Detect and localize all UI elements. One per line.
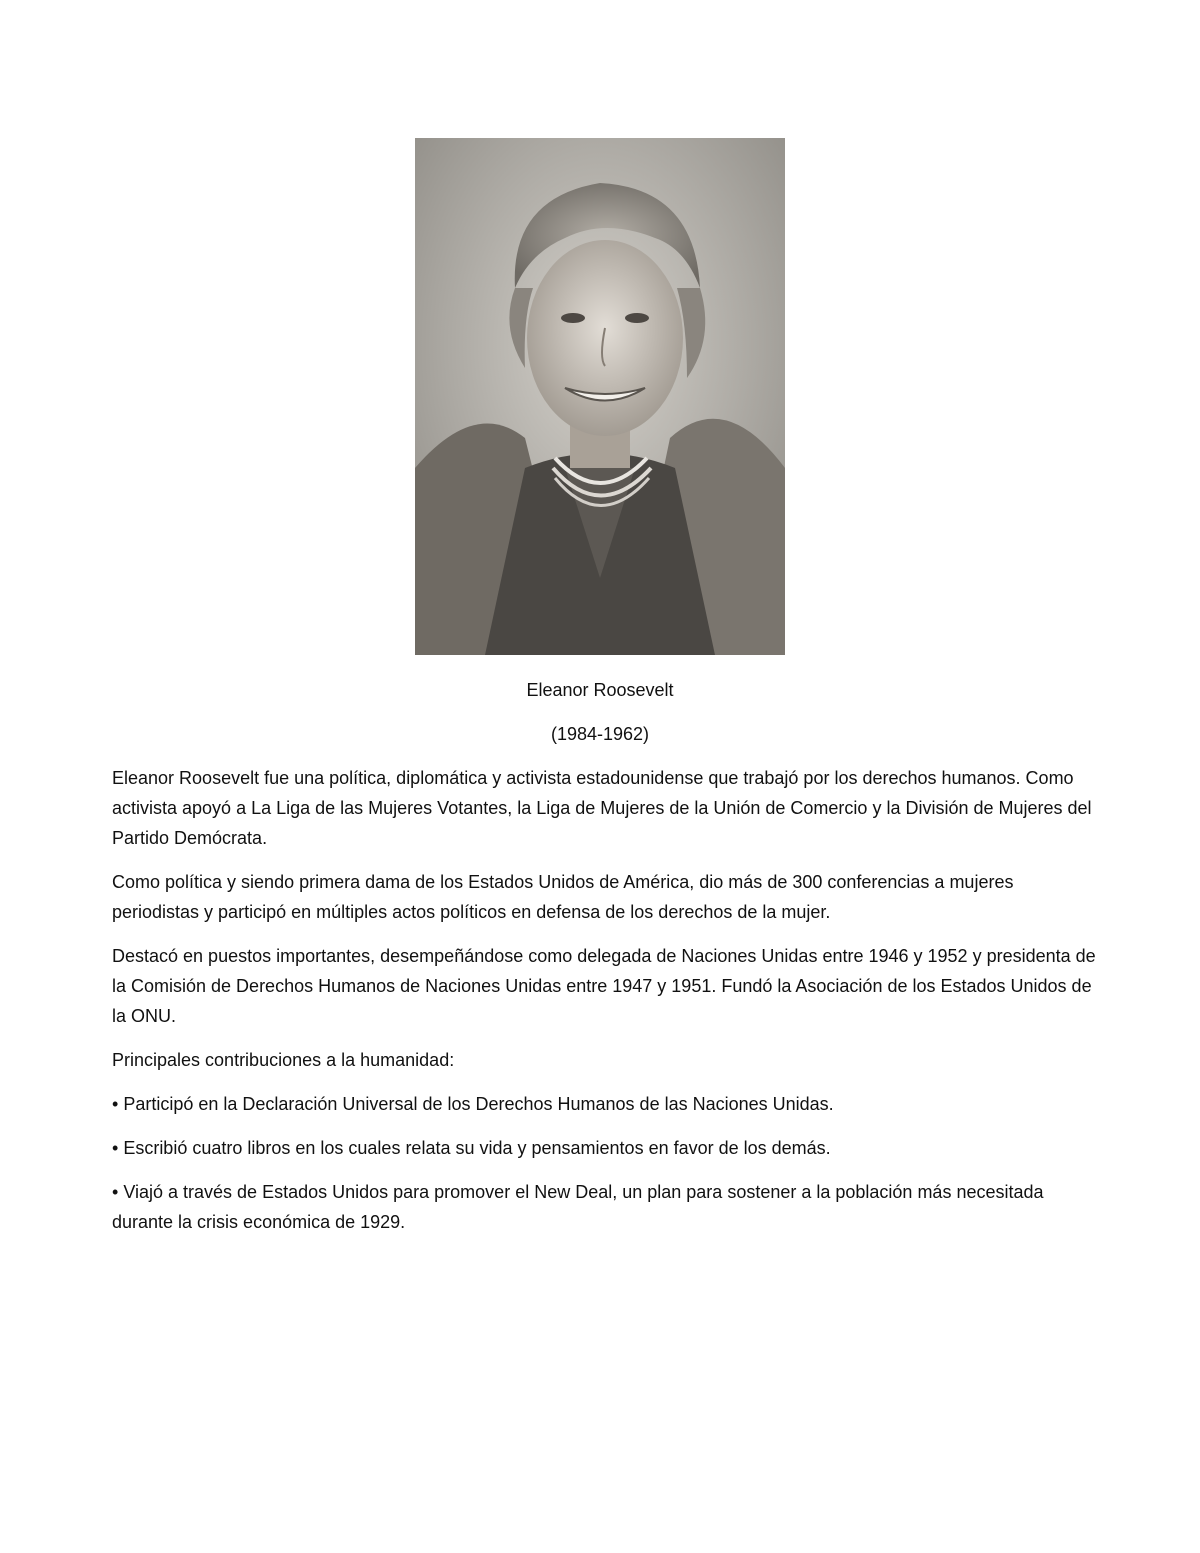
contribution-item: • Participó en la Declaración Universal de los Derechos Humanos de las Naciones Unidas. — [112, 1089, 1097, 1119]
contribution-item: • Viajó a través de Estados Unidos para promover el New Deal, un plan para sostener a la población más necesitada durante la crisis económica de 1929. — [112, 1177, 1097, 1237]
portrait-image — [415, 138, 785, 655]
contribution-item: • Escribió cuatro libros en los cuales relata su vida y pensamientos en favor de los demás. — [112, 1133, 1097, 1163]
contributions-heading: Principales contribuciones a la humanidad: — [112, 1050, 455, 1070]
paragraph-positions: Destacó en puestos importantes, desempeñándose como delegada de Naciones Unidas entre 1946 y 1952 y presidenta de la Comisión de Derechos Humanos de Naciones Unidas entre 1947 y 1951. Fundó la Asociación de los Estados Unidos de la ONU. — [112, 946, 1096, 1026]
paragraph-first-lady: Como política y siendo primera dama de los Estados Unidos de América, dio más de 300 conferencias a mujeres periodistas y participó en múltiples actos políticos en defensa de los derechos de la mujer. — [112, 872, 1014, 922]
portrait-photo — [415, 138, 785, 655]
portrait-caption-name: Eleanor Roosevelt — [526, 680, 674, 700]
portrait-caption-years: (1984-1962) — [550, 724, 650, 744]
biography-text — [112, 763, 1097, 1251]
paragraph-intro: Eleanor Roosevelt fue una política, diplomática y activista estadounidense que trabajó por los derechos humanos. Como activista apoyó a La Liga de las Mujeres Votantes, la Liga de Mujeres de la Unión de Comercio y la División de Mujeres del Partido Demócrata. — [112, 768, 1092, 848]
